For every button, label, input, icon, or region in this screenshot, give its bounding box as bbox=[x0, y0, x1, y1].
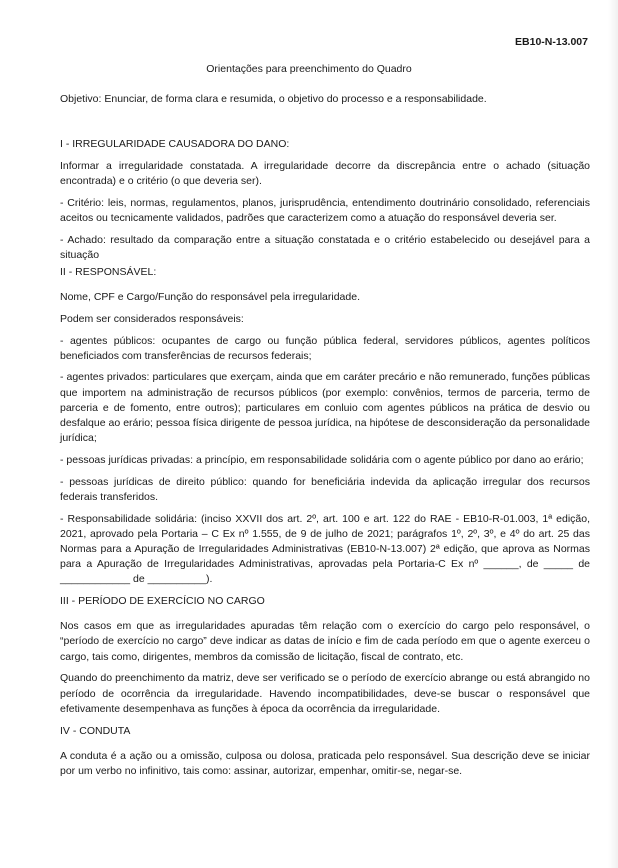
document-body bbox=[60, 137, 590, 786]
objective-text: Objetivo: Enunciar, de forma clara e resumida, o objetivo do processo e a responsabilidade. bbox=[60, 93, 487, 105]
paragraph: - Achado: resultado da comparação entre a situação constatada e o critério estabelecido ou desejável para a situação bbox=[60, 233, 590, 261]
paragraph: - Responsabilidade solidária: (inciso XXVII dos art. 2º, art. 100 e art. 122 do RAE - EB10-R-01.003, 1ª edição, 2021, aprovado pela Portaria – C Ex nº 1.555, de 9 de julho de 2021; parágrafos 1º, 2º, 3º, e 4º do art. 25 das Normas para a Apuração de Irregularidades Administrativas (EB10-N-13.007) 2ª edição, que aprova as Normas para a Apuração de Irregularidades Administrativas, aprovadas pela Portaria-C Ex nº ______, de _____ de ____________ de __________). bbox=[60, 512, 590, 586]
paragraph: - Critério: leis, normas, regulamentos, planos, jurisprudência, entendimento doutrinário consolidado, referenciais aceitos ou tecnicamente validados, padrões que caracterizem como a atuação do responsável deveria ser. bbox=[60, 196, 590, 224]
paragraph: A conduta é a ação ou a omissão, culposa ou dolosa, praticada pelo responsável. Sua descrição deve se iniciar por um verbo no infinitivo, tais como: assinar, autorizar, empenhar, omitir-se, negar-se. bbox=[60, 749, 590, 777]
section-heading-periodo: III - PERÍODO DE EXERCÍCIO NO CARGO bbox=[60, 595, 265, 608]
paragraph: - pessoas jurídicas de direito público: quando for beneficiária indevida da aplicação irregular dos recursos federais transferidos. bbox=[60, 475, 590, 503]
document-code: EB10-N-13.007 bbox=[515, 36, 588, 48]
section-heading-irregularidade: I - IRREGULARIDADE CAUSADORA DO DANO: bbox=[60, 138, 290, 150]
section-heading-conduta: IV - CONDUTA bbox=[60, 724, 131, 737]
paragraph: Nos casos em que as irregularidades apuradas têm relação com o exercício do cargo pelo responsável, o “período de exercício no cargo” deve indicar as datas de início e fim de cada período em que o agente exerceu o cargo, tais como, dirigentes, membros da comissão de licitação, fiscal de contrato, etc. bbox=[60, 620, 590, 663]
paragraph: - agentes públicos: ocupantes de cargo ou função pública federal, servidores públicos, agentes políticos beneficiados com transferências de recursos federais; bbox=[60, 334, 590, 362]
paragraph: - pessoas jurídicas privadas: a princípio, em responsabilidade solidária com o agente público por dano ao erário; bbox=[60, 453, 584, 466]
paragraph: Informar a irregularidade constatada. A irregularidade decorre da discrepância entre o achado (situação encontrada) e o critério (o que deveria ser). bbox=[60, 159, 590, 187]
paragraph: Nome, CPF e Cargo/Função do responsável pela irregularidade. bbox=[60, 291, 360, 304]
paragraph: - agentes privados: particulares que exerçam, ainda que em caráter precário e não remunerado, funções públicas que importem na administração de recursos públicos (por exemplo: convênios, termos de parceria, termo de parceria e de fomento, entre outros); particulares em conluio com agentes públicos na prática de desvio ou desfalque ao erário; pessoa física dirigente de pessoa jurídica, na hipótese de desconsideração da personalidade jurídica; bbox=[60, 371, 590, 445]
section-heading-responsavel: II - RESPONSÁVEL: bbox=[60, 265, 157, 278]
document-title: Orientações para preenchimento do Quadro bbox=[206, 63, 412, 75]
paragraph: Quando do preenchimento da matriz, deve ser verificado se o período de exercício abrange ou está abrangido no período de ocorrência da irregularidade. Havendo incompatibilidades, deve-se buscar o responsável que efetivamente desempenhava as funções à época da ocorrência da irregularidade. bbox=[60, 672, 590, 715]
paragraph: Podem ser considerados responsáveis: bbox=[60, 312, 244, 325]
